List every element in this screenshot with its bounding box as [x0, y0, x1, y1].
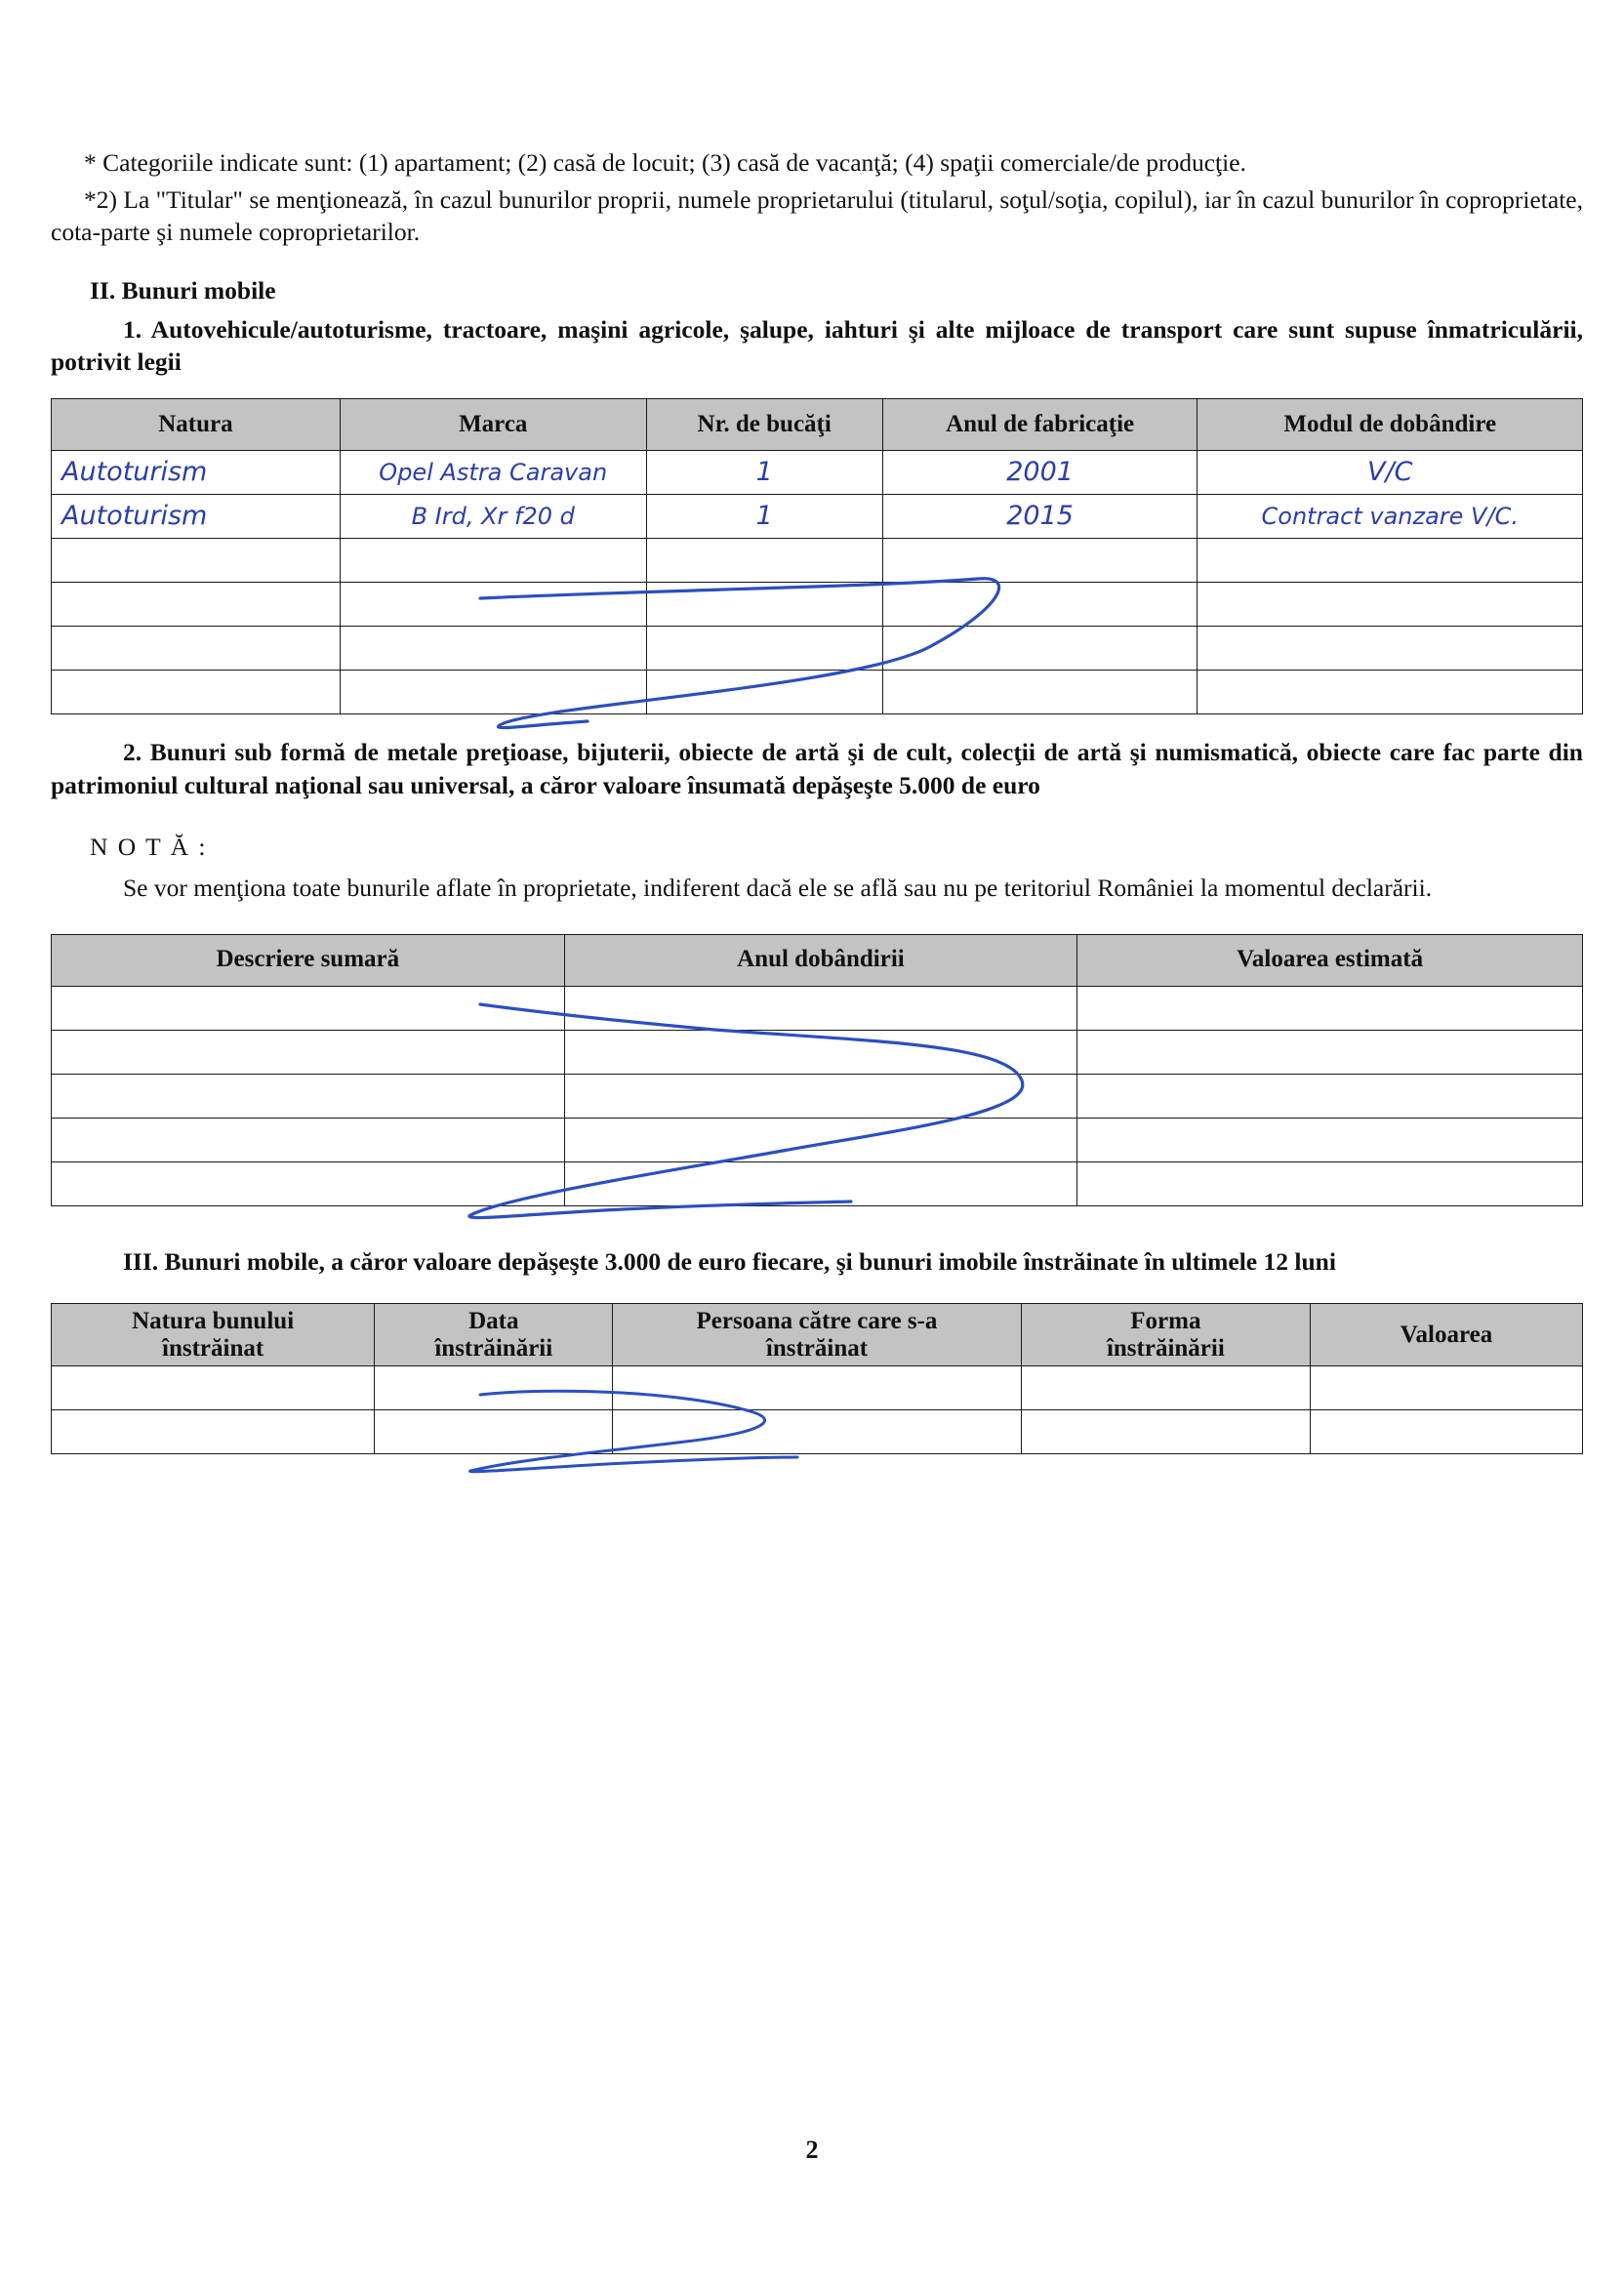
table-row: [52, 582, 1583, 626]
table-row: [52, 626, 1583, 670]
cell-descriere: [52, 1074, 565, 1118]
cell-descriere: [52, 1161, 565, 1205]
cell-descriere: [52, 1030, 565, 1074]
cell-bucati: [646, 582, 882, 626]
page-number: 2: [805, 2136, 819, 2164]
col-valoarea: Valoarea: [1311, 1304, 1583, 1366]
col-valoarea-estimata: Valoarea estimată: [1077, 934, 1583, 986]
cell-natura: [52, 626, 341, 670]
cell-persoana: [613, 1366, 1021, 1410]
cell-an: 2001: [882, 450, 1198, 494]
cell-an: [564, 1030, 1077, 1074]
table-row: [52, 1161, 1583, 1205]
col-anul-dobandirii: Anul dobândirii: [564, 934, 1077, 986]
table-header-row: [52, 398, 1583, 450]
table-row: [52, 1074, 1583, 1118]
footnote-2: *2) La "Titular" se menţionează, în cazul bunurilor proprii, numele proprietarului (titularul, soţul/soţia, copilul), iar în cazul bunurilor în coproprietate, cota-parte şi numele coproprietarilor.: [51, 184, 1583, 247]
col-bucati: Nr. de bucăţi: [646, 398, 882, 450]
col-line-2: înstrăinat: [162, 1334, 264, 1362]
cell-marca: [340, 626, 646, 670]
col-line-2: înstrăinat: [765, 1334, 869, 1362]
cell-mod: Contract vanzare V/C.: [1198, 494, 1583, 538]
col-descriere-sumara: Descriere sumară: [52, 934, 565, 986]
nota-text: Se vor menţiona toate bunurile aflate în proprietate, indiferent dacă ele se află sau nu pe teritoriul României la momentul declarării.: [123, 873, 1433, 902]
cell-natura: [52, 1366, 375, 1410]
cell-an: [882, 582, 1198, 626]
cell-natura: Autoturism: [52, 450, 341, 494]
cell-natura: [52, 582, 341, 626]
valuables-table: [51, 934, 1583, 1206]
cell-descriere: [52, 986, 565, 1030]
cell-mod: [1198, 670, 1583, 713]
cell-bucati: [646, 626, 882, 670]
valuables-table-wrap: [51, 934, 1583, 1206]
cell-forma: [1021, 1366, 1310, 1410]
cell-natura: Autoturism: [52, 494, 341, 538]
table-row: [52, 494, 1583, 538]
col-forma-instrainarii: [1021, 1304, 1310, 1366]
col-line-1: Data: [468, 1308, 519, 1335]
col-natura-bunului-instrainat: [52, 1304, 375, 1366]
cell-marca: B Ird, Xr f20 d: [340, 494, 646, 538]
col-line-1: Forma: [1130, 1308, 1201, 1335]
cell-descriere: [52, 1118, 565, 1161]
col-line-1: Persoana către care s-a: [696, 1308, 938, 1335]
cell-bucati: 1: [646, 450, 882, 494]
section-ii-subsection-1: 1. Autovehicule/autoturisme, tractoare, maşini agricole, şalupe, iahturi şi alte mijloace de transport care sunt supuse înmatriculării, potrivit legii: [51, 314, 1583, 377]
cell-natura: [52, 538, 341, 582]
col-line-2: înstrăinării: [434, 1334, 553, 1362]
table-header-row: [52, 934, 1583, 986]
cell-natura: [52, 670, 341, 713]
table-row: [52, 1366, 1583, 1410]
vehicles-table: [51, 398, 1583, 714]
footnote-1: * Categoriile indicate sunt: (1) apartament; (2) casă de locuit; (3) casă de vacanţă; (4) spaţii comerciale/de producţie.: [84, 148, 1246, 177]
table-row: [52, 1030, 1583, 1074]
alienated-table-wrap: [51, 1303, 1583, 1454]
cell-data: [375, 1366, 613, 1410]
cell-an: [882, 626, 1198, 670]
section-iii-heading: III. Bunuri mobile, a căror valoare depăşeşte 3.000 de euro fiecare, şi bunuri imobile înstrăinate în ultimele 12 luni: [123, 1246, 1336, 1276]
col-line-1: Natura bunului: [132, 1308, 295, 1335]
col-line-2: înstrăinării: [1106, 1334, 1225, 1362]
cell-mod: [1198, 538, 1583, 582]
cell-valoare: [1077, 1161, 1583, 1205]
cell-marca: [340, 582, 646, 626]
cell-an: [564, 1118, 1077, 1161]
table-row: [52, 1410, 1583, 1454]
table-row: [52, 986, 1583, 1030]
col-mod-dobandire: Modul de dobândire: [1198, 398, 1583, 450]
table-row: [52, 538, 1583, 582]
vehicles-table-wrap: [51, 398, 1583, 714]
cell-data: [375, 1410, 613, 1454]
document-content: [51, 146, 1583, 1454]
cell-mod: [1198, 582, 1583, 626]
table-header-row: [52, 1304, 1583, 1366]
alienated-table: [51, 1303, 1583, 1454]
table-row: [52, 450, 1583, 494]
col-marca: Marca: [340, 398, 646, 450]
table-row: [52, 670, 1583, 713]
cell-natura: [52, 1410, 375, 1454]
col-persoana-catre-care-s-a-instrainat: [613, 1304, 1021, 1366]
cell-forma: [1021, 1410, 1310, 1454]
cell-valoare: [1077, 1118, 1583, 1161]
col-an-fabricatie: Anul de fabricaţie: [882, 398, 1198, 450]
cell-marca: Opel Astra Caravan: [340, 450, 646, 494]
cell-an: [564, 1074, 1077, 1118]
cell-mod: [1198, 626, 1583, 670]
cell-marca: [340, 670, 646, 713]
table-row: [52, 1118, 1583, 1161]
nota-label: N O T Ă :: [90, 833, 208, 862]
section-ii-subsection-2: 2. Bunuri sub formă de metale preţioase, bijuterii, obiecte de artă şi de cult, colecţii de artă şi numismatică, obiecte care fac parte din patrimoniul cultural naţional sau universal, a căror valoare însumată depăşeşte 5.000 de euro: [51, 737, 1583, 799]
col-data-instrainarii: [375, 1304, 613, 1366]
cell-valoare: [1311, 1410, 1583, 1454]
cell-marca: [340, 538, 646, 582]
cell-an: [564, 1161, 1077, 1205]
cell-bucati: 1: [646, 494, 882, 538]
cell-valoare: [1077, 1074, 1583, 1118]
section-ii-heading: II. Bunuri mobile: [90, 275, 276, 305]
cell-an: [882, 670, 1198, 713]
cell-an: 2015: [882, 494, 1198, 538]
cell-bucati: [646, 538, 882, 582]
cell-valoare: [1077, 1030, 1583, 1074]
cell-mod: V/C: [1198, 450, 1583, 494]
cell-persoana: [613, 1410, 1021, 1454]
cell-an: [564, 986, 1077, 1030]
cell-bucati: [646, 670, 882, 713]
col-natura: Natura: [52, 398, 341, 450]
cell-an: [882, 538, 1198, 582]
cell-valoare: [1077, 986, 1583, 1030]
cell-valoare: [1311, 1366, 1583, 1410]
